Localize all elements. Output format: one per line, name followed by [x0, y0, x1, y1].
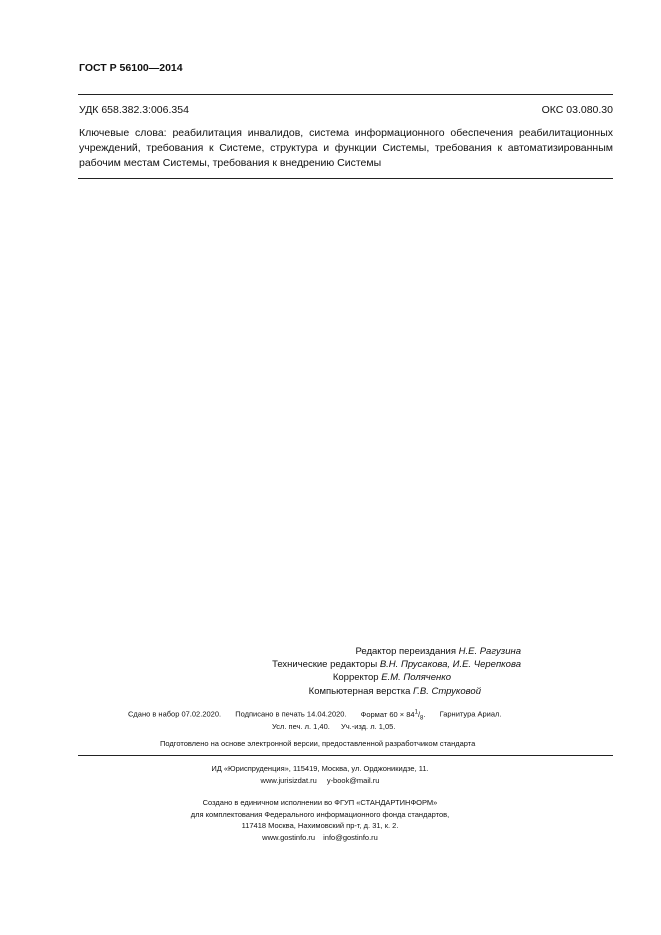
keywords-paragraph: Ключевые слова: реабилитация инвалидов, система информационного обеспечения реабилитационных учреждений, требования к Системе, структура и функции Системы, требования к автоматизированным рабочим местам Системы, требования к внедрению Системы [79, 127, 613, 169]
print-sheets: Усл. печ. л. 1,40. [272, 722, 330, 731]
tech-editors-label: Технические редакторы [272, 659, 380, 671]
oks-code: ОКС 03.080.30 [541, 104, 613, 116]
tech-editors-credit [170, 658, 521, 671]
submitted-date: Сдано в набор 07.02.2020. [128, 709, 222, 719]
sheets-line [272, 722, 395, 731]
prepared-note: Подготовлено на основе электронной версии, предоставленной разработчиком стандарта [160, 739, 476, 748]
editor-credit [170, 645, 521, 658]
corrector-label: Корректор [332, 672, 382, 684]
layout-name: Г.В. Струковой [413, 685, 481, 697]
udk-code: УДК 658.382.3:006.354 [79, 104, 189, 116]
corrector-name: Е.М. Поляченко [381, 672, 451, 684]
typeface: Гарнитура Ариал. [439, 709, 502, 719]
production-contacts [120, 832, 520, 844]
publisher-contacts [120, 775, 520, 787]
production-line-1: Создано в единичном исполнении во ФГУП «СТАНДАРТИНФОРМ» [202, 798, 438, 807]
production-block [120, 797, 520, 843]
keywords-divider [78, 178, 613, 179]
document-code: ГОСТ Р 56100—2014 [79, 62, 183, 74]
production-email: info@gostinfo.ru [323, 832, 378, 842]
editor-label: Редактор переиздания [355, 646, 459, 657]
top-divider [78, 94, 613, 95]
corrector-credit [170, 671, 521, 684]
layout-credit [170, 685, 521, 698]
publisher-site: www.jurisizdat.ru [260, 775, 317, 785]
signed-date: Подписано в печать 14.04.2020. [235, 709, 347, 719]
editor-name: Н.Е. Рагузина [458, 646, 521, 657]
publisher-block [120, 763, 520, 786]
print-details-line [128, 709, 502, 721]
publisher-address: ИД «Юриспруденция», 115419, Москва, ул. Орджоникидзе, 11. [211, 764, 429, 773]
production-line-3: 117418 Москва, Нахимовский пр-т, д. 31, к. 2. [241, 821, 399, 831]
publisher-email: y-book@mail.ru [326, 775, 380, 785]
publishing-sheets: Уч.-изд. л. 1,05. [340, 722, 396, 731]
credits-block [170, 645, 521, 698]
production-line-2: для комплектования Федерального информационного фонда стандартов, [190, 809, 450, 819]
imprint-divider [78, 755, 613, 756]
paper-format: Формат $60 \times 84^1/_8$. [360, 709, 426, 721]
production-site: www.gostinfo.ru [262, 832, 316, 842]
layout-label: Компьютерная верстка [308, 685, 414, 697]
tech-editors-names: В.Н. Прусакова, И.Е. Черепкова [379, 659, 521, 671]
